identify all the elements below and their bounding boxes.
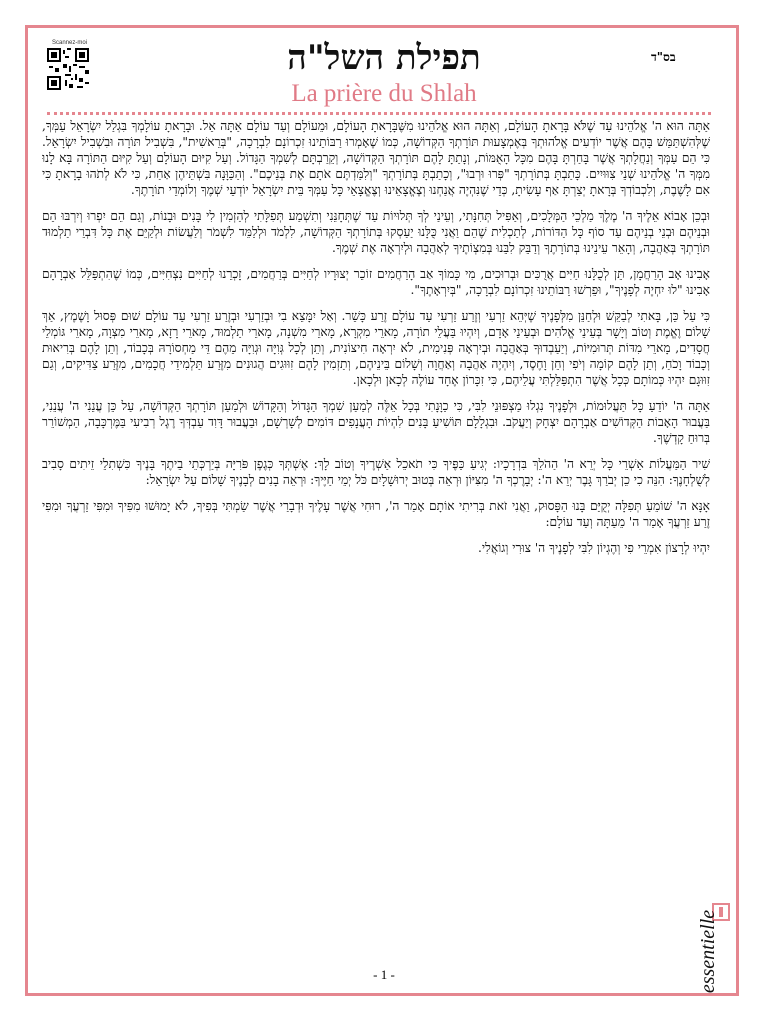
prayer-paragraph: שִׁיר הַמַּעֲלוֹת אַשְׁרֵי כָּל יְרֵא ה' הַהֹלֵךְ בִּדְרָכָיו: יְגִיעַ כַּפֶּיךָ כִּי תֹאכֵל אַשְׁרֶיךָ וְטוֹב לָךְ: אֶשְׁתְּךָ כְּגֶפֶן פֹּרִיָּה בְּיַרְכְּתֵי בֵיתֶךָ בָּנֶיךָ כִּשְׁתִלֵי זֵיתִים סָבִיב לְשֻׁלְחָנֶךָ: הִנֵּה כִי כֵן יְבֹרַךְ גָּבֶר יְרֵא ה': יְבָרֶכְךָ ה' מִצִּיּוֹן וּרְאֵה בְּטוּב יְרוּשָׁלָיִם כֹּל יְמֵי חַיֶּיךָ: וּרְאֵה בָנִים לְבָנֶיךָ שָׁלוֹם עַל יִשְׂרָאֵל:	[42, 457, 710, 487]
brand-name: essentielle	[697, 909, 720, 994]
prayer-paragraph: וּבְכֵן אָבוֹא אֵלֶיךָ ה' מֶלֶךְ מַלְכֵי הַמְּלָכִים, וְאַפִּיל תְּחִנָּתִי, וְעֵינַי לְךָ תְּלוּיוֹת עַד שֶׁתְּחָנֵּנִי וְתִשְׁמַע תְּפִלָּתִי לְהַזְמִין לִי בָּנִים וּבָנוֹת, וְגַם הֵם יִפְרוּ וְיִרְבּוּ הֵם וּבְנֵיהֶם וּבְנֵי בְנֵיהֶם עַד סוֹף כָּל הַדּוֹרוֹת, לְתַכְלִית שֶׁהֵם וַאֲנִי כֻּלָּנוּ יַעַסְקוּ בְּתוֹרָתְךָ הַקְּדוֹשָׁה, לִלְמֹד וּלְלַמֵּד לִשְׁמֹר וְלַעֲשׂוֹת וּלְקַיֵּם אֶת כָּל דִּבְרֵי תַלְמוּד תּוֹרָתְךָ בְּאַהֲבָה, וְהָאֵר עֵינֵינוּ בְּתוֹרָתֶךָ וְדַבֵּק לִבֵּנוּ בְּמִצְוֹתֶיךָ לְאַהֲבָה וּלְיִרְאָה אֶת שְׁמֶךָ.	[42, 209, 710, 255]
bs-d-label: בס"ד	[651, 50, 676, 64]
dotted-divider	[47, 112, 711, 115]
prayer-paragraph: כִּי עַל כֵּן, בָּאתִי לְבַקֵּשׁ וּלְחַנֵּן מִלְּפָנֶיךָ שֶׁיְּהֵא זַרְעִי וְזֶרַע זַרְעִי עַד עוֹלָם זֶרַע כָּשֵׁר. וְאַל יִמָּצֵא בִי וּבְזַרְעִי וּבְזֶרַע זַרְעִי עַד עוֹלָם שׁוּם פְּסוּל וָשֶׁמֶץ, אַךְ שָׁלוֹם וֶאֱמֶת וְטוֹב וְיָשָׁר בְּעֵינֵי אֱלֹהִים וּבְעֵינֵי אָדָם, וְיִהְיוּ בַּעֲלֵי תוֹרָה, מָארֵי מִקְרָא, מָארֵי מִשְׁנָה, מָארֵי תַלְמוּד, מָארֵי רָזָא, מָארֵי מִצְוָה, מָארֵי גּוֹמְלֵי חֲסָדִים, מָארֵי מִדּוֹת תְּרוּמִיּוֹת, וְיַעַבְדוּךָ בְּאַהֲבָה וּבְיִרְאָה פְּנִימִית, לֹא יִרְאָה חִיצוֹנִית, וְתֵן לְכָל גְּוִיָּה וּגְוִיָּה מֵהֶם דֵּי מַחְסוֹרָהּ בְּכָבוֹד, וְתֵן לָהֶם בְּרִיאוּת וְכָבוֹד וָכֹחַ, וְתֵן לָהֶם קוֹמָה וְיֹפִי וְחֵן וָחֶסֶד, וְיִהְיֶה אַהֲבָה וְאַחֲוָה וְשָׁלוֹם בֵּינֵיהֶם, וְתַזְמִין לָהֶם זִוּוּגִים הֲגוּנִים מִזֶּרַע תַּלְמִידֵי חֲכָמִים, מִזֶּרַע צַדִּיקִים, וְגַם זִוּוּגָם יִהְיוּ כְּמוֹתָם כְּכָל אֲשֶׁר הִתְפַּלַּלְתִּי עֲלֵיהֶם, כִּי זִכָּרוֹן אֶחָד עוֹלֶה לְכָאן וּלְכָאן.	[42, 309, 710, 387]
prayer-paragraph: אַתָּה הוּא ה' אֱלֹהֵינוּ עַד שֶׁלֹּא בָּרָאתָ הָעוֹלָם, וְאַתָּה הוּא אֱלֹהֵינוּ מִשֶּׁבָּרָאתָ הָעוֹלָם, וּמֵעוֹלָם וְעַד עוֹלָם אַתָּה אֵל. וּבָרָאתָ עוֹלָמְךָ בִּגְלַל יִשְׂרָאֵל עַמְּךָ, שֶׁלְּהִשְׁתַּמֵּשׁ בָּהֶם אֲשֶׁר יוֹדְעִים אֱלֹהוּתְךָ בְּאֶמְצָעוּת תּוֹרָתְךָ הַקְּדוֹשָׁה, כְּמוֹ שֶׁאָמְרוּ רַבּוֹתֵינוּ זִכְרוֹנָם לִבְרָכָה, "בְּרֵאשִׁית", בִּשְׁבִיל תּוֹרָה וּבִשְׁבִיל יִשְׂרָאֵל. כִּי הֵם עַמְּךָ וְנַחֲלָתְךָ אֲשֶׁר בָּחַרְתָּ בָּהֶם מִכָּל הָאֻמּוֹת, וְנָתַתָּ לָהֶם תּוֹרָתְךָ הַקְּדוֹשָׁה, וְקֵרַבְתָּם לְשִׁמְךָ הַגָּדוֹל. וְעַל קִיּוּם הָעוֹלָם וְעַל קִיּוּם הַתּוֹרָה בָּא לָנוּ מִמְּךָ ה' אֱלֹהֵינוּ שְׁנֵי צִוּוּיִים. כָּתַבְתָּ בְּתוֹרָתְךָ "פְּרוּ וּרְבוּ", וְכָתַבְתָּ בְּתוֹרָתְךָ "וְלִמַּדְתֶּם אֹתָם אֶת בְּנֵיכֶם". וְהַכַּוָּנָה בִּשְׁתֵּיהֶן אַחַת, כִּי לֹא לְתֹהוּ בָרָאתָ כִּי אִם לָשֶׁבֶת, וְלִכְבוֹדְךָ בְּרָאתָ יְצַרְתָּ אַף עָשִׂיתָ, כְּדֵי שֶׁנִּהְיֶה אֲנַחְנוּ וְצֶאֱצָאֵינוּ וְצֶאֱצָאֵי כָּל עַמְּךָ בֵּית יִשְׂרָאֵל יוֹדְעֵי שְׁמֶךָ וְלוֹמְדֵי תוֹרָתֶךָ.	[42, 119, 710, 197]
prayer-body	[42, 118, 710, 958]
page-title: תפילת השל"ה	[287, 38, 481, 78]
qr-label: Scannez-moi	[52, 40, 88, 46]
prayer-paragraph: אַתָּה ה' יוֹדֵעַ כָּל תַּעֲלוּמוֹת, וּלְפָנֶיךָ נִגְלוּ מַצְפּוּנֵי לִבִּי, כִּי כַוָּנָתִי בְּכָל אֵלֶּה לְמַעַן שִׁמְךָ הַגָּדוֹל וְהַקָּדוֹשׁ וּלְמַעַן תּוֹרָתְךָ הַקְּדוֹשָׁה, עַל כֵּן עֲנֵנִי ה' עֲנֵנִי, בַּעֲבוּר הָאָבוֹת הַקְּדוֹשִׁים אַבְרָהָם יִצְחָק וְיַעֲקֹב. וּבִגְלָלָם תּוֹשִׁיעַ בָּנִים לִהְיוֹת הָעֲנָפִים דּוֹמִים לְשָׁרְשָׁם, וּבַעֲבוּר דָּוִד עַבְדְּךָ רֶגֶל רְבִיעִי בַּמֶּרְכָּבָה, הַמְשׁוֹרֵר בְּרוּחַ קָדְשֶׁךָ.	[42, 399, 710, 445]
prayer-paragraph: יִהְיוּ לְרָצוֹן אִמְרֵי פִי וְהֶגְיוֹן לִבִּי לְפָנֶיךָ ה' צוּרִי וְגוֹאֲלִי.	[478, 541, 710, 555]
page-number: - 1 -	[373, 967, 395, 982]
prayer-paragraph: אָבִינוּ אָב הָרַחֲמָן, תֵּן לְכֻלָּנוּ חַיִּים אֲרֻכִּים וּבְרוּכִים, מִי כָּמוֹךָ אַב הָרַחֲמִים זוֹכֵר יְצוּרָיו לְחַיִּים בְּרַחֲמִים, זָכְרֵנוּ לְחַיִּים נִצְחִיִּים, כְּמוֹ שֶׁהִתְפַּלֵּל אַבְרָהָם אָבִינוּ "לוּ יִחְיֶה לְפָנֶיךָ", וּפֵרְשׁוּ רַבּוֹתֵינוּ זִכְרוֹנָם לִבְרָכָה, "בְּיִרְאָתֶךָ".	[42, 267, 710, 297]
page-subtitle: La prière du Shlah	[291, 80, 477, 107]
brand-logo	[697, 898, 737, 1008]
prayer-paragraph: אָנָּא ה' שׁוֹמֵעַ תְּפִלָּה יְקֻיַּם בָּנוּ הַפָּסוּק, וַאֲנִי זֹאת בְּרִיתִי אוֹתָם אָמַר ה', רוּחִי אֲשֶׁר עָלֶיךָ וּדְבָרַי אֲשֶׁר שַׂמְתִּי בְּפִיךָ, לֹא יָמוּשׁוּ מִפִּיךָ וּמִפִּי זַרְעֲךָ וּמִפִּי זֶרַע זַרְעֲךָ אָמַר ה' מֵעַתָּה וְעַד עוֹלָם:	[42, 499, 710, 529]
